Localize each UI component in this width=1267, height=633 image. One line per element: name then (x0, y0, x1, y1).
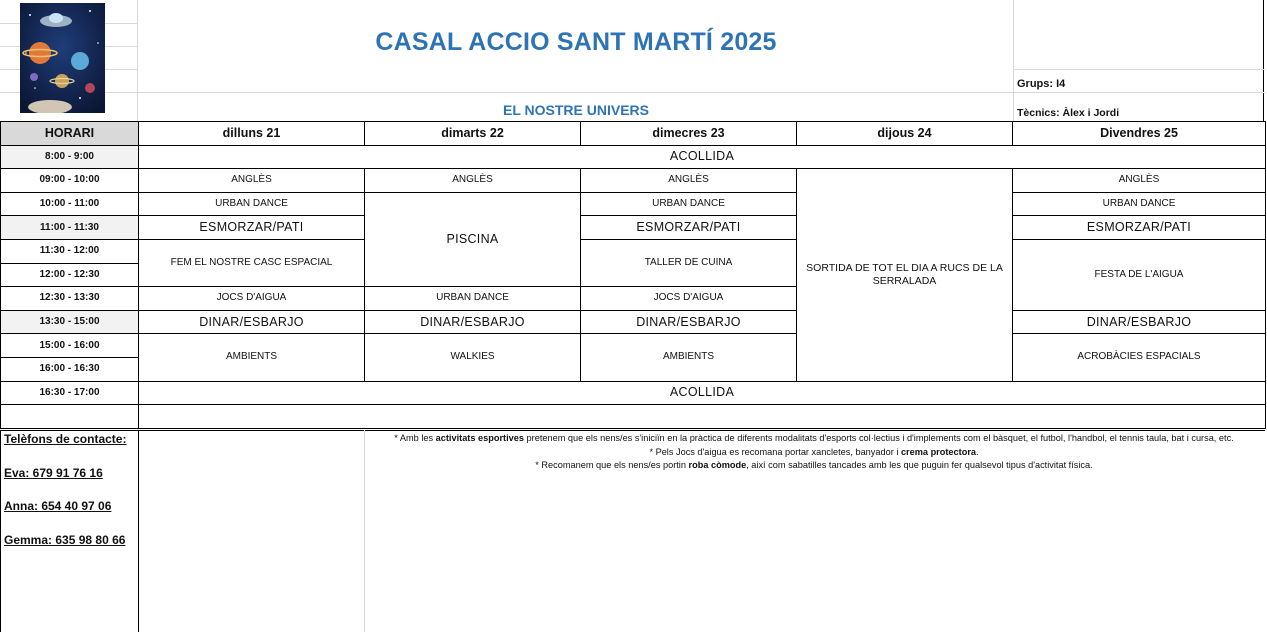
grid-line (137, 0, 138, 121)
activity-cell: PISCINA (365, 192, 581, 286)
table-row (1, 145, 1266, 169)
empty-cell (1, 405, 139, 429)
activity-cell: DINAR/ESBARJO (365, 310, 581, 334)
grid-line (0, 92, 1265, 93)
note-water-games: * Pels Jocs d'aigua es recomana portar xancletes, banyador i crema protectora. (649, 446, 979, 457)
activity-cell: ANGLÈS (139, 169, 365, 193)
header-horari: HORARI (1, 122, 139, 146)
table-row (1, 381, 1266, 405)
activity-cell: URBAN DANCE (1013, 192, 1266, 216)
time-cell: 15:00 - 16:00 (1, 334, 139, 358)
activity-cell: URBAN DANCE (581, 192, 797, 216)
header-day: dilluns 21 (139, 122, 365, 146)
header-day: dimarts 22 (365, 122, 581, 146)
note-sports: * Amb les activitats esportives pretenem que els nens/es s'iniciïn en la pràctica de diferents modalitats d'esports col·lectius i d'implements com el bàsquet, el futbol, l'handbol, el tennis taula, bat i cursa, etc. (394, 433, 1234, 443)
header-day: Divendres 25 (1013, 122, 1266, 146)
group-label: Grups: I4 (1017, 78, 1066, 90)
table-row (1, 169, 1266, 193)
activity-cell: TALLER DE CUINA (581, 239, 797, 286)
activity-cell: FEM EL NOSTRE CASC ESPACIAL (139, 239, 365, 286)
contacts-heading: Telèfons de contacte: (4, 432, 127, 446)
activity-cell: DINAR/ESBARJO (1013, 310, 1266, 334)
empty-cell (139, 405, 1266, 429)
activity-cell: ESMORZAR/PATI (1013, 216, 1266, 240)
activity-cell: JOCS D'AIGUA (139, 287, 365, 311)
time-cell: 11:00 - 11:30 (1, 216, 139, 240)
activity-cell: ESMORZAR/PATI (139, 216, 365, 240)
activity-cell: WALKIES (365, 334, 581, 381)
page-title: CASAL ACCIO SANT MARTÍ 2025 (375, 28, 777, 56)
table-row (1, 216, 1266, 240)
activity-cell: AMBIENTS (139, 334, 365, 381)
contacts-block (4, 432, 126, 566)
time-cell: 10:00 - 11:00 (1, 192, 139, 216)
contact-phone: Anna: 654 40 97 06 (4, 499, 112, 513)
activity-cell: ANGLÈS (581, 169, 797, 193)
time-cell: 12:00 - 12:30 (1, 263, 139, 287)
activity-cell: JOCS D'AIGUA (581, 287, 797, 311)
header-day: dimecres 23 (581, 122, 797, 146)
schedule-table (0, 121, 1266, 429)
notes-block (368, 432, 1260, 473)
time-cell: 13:30 - 15:00 (1, 310, 139, 334)
activity-cell: ESMORZAR/PATI (581, 216, 797, 240)
time-cell: 16:00 - 16:30 (1, 357, 139, 381)
activity-cell: URBAN DANCE (365, 287, 581, 311)
technicians-label: Tècnics: Àlex i Jordi (1017, 107, 1120, 119)
activity-cell: ANGLÈS (1013, 169, 1266, 193)
grid-line (1013, 0, 1014, 121)
activity-cell: DINAR/ESBARJO (581, 310, 797, 334)
activity-cell-excursion: SORTIDA DE TOT EL DIA A RUCS DE LA SERRALADA (797, 169, 1013, 381)
footer-border (0, 430, 1, 632)
table-row (1, 334, 1266, 358)
activity-cell: ACOLLIDA (139, 145, 1266, 169)
activity-cell: ANGLÈS (365, 169, 581, 193)
header-day: dijous 24 (797, 122, 1013, 146)
grid-line (1263, 0, 1264, 121)
page-subtitle: EL NOSTRE UNIVERS (503, 102, 649, 118)
activity-cell: ACOLLIDA (139, 381, 1266, 405)
activity-cell: AMBIENTS (581, 334, 797, 381)
time-cell: 09:00 - 10:00 (1, 169, 139, 193)
table-header-row (1, 122, 1266, 146)
time-cell: 12:30 - 13:30 (1, 287, 139, 311)
time-cell: 11:30 - 12:00 (1, 239, 139, 263)
logo-image (20, 3, 105, 113)
time-cell: 8:00 - 9:00 (1, 145, 139, 169)
space-planets-icon (20, 3, 105, 113)
footer-border (364, 430, 365, 632)
contact-phone: Gemma: 635 98 80 66 (4, 532, 126, 547)
contact-phone: Eva: 679 91 76 16 (4, 465, 103, 480)
table-row (1, 310, 1266, 334)
activity-cell: FESTA DE L'AIGUA (1013, 239, 1266, 310)
footer-border (138, 430, 139, 632)
activity-cell: DINAR/ESBARJO (139, 310, 365, 334)
activity-cell: ACROBÀCIES ESPACIALS (1013, 334, 1266, 381)
time-cell: 16:30 - 17:00 (1, 381, 139, 405)
table-row (1, 239, 1266, 263)
table-row (1, 192, 1266, 216)
empty-row (1, 405, 1266, 429)
note-clothing: * Recomanem que els nens/es portin roba còmode, així com sabatilles tancades amb les que puguin fer qualsevol tipus d'activitat física. (535, 460, 1093, 470)
grid-line (1013, 69, 1265, 70)
activity-cell: URBAN DANCE (139, 192, 365, 216)
